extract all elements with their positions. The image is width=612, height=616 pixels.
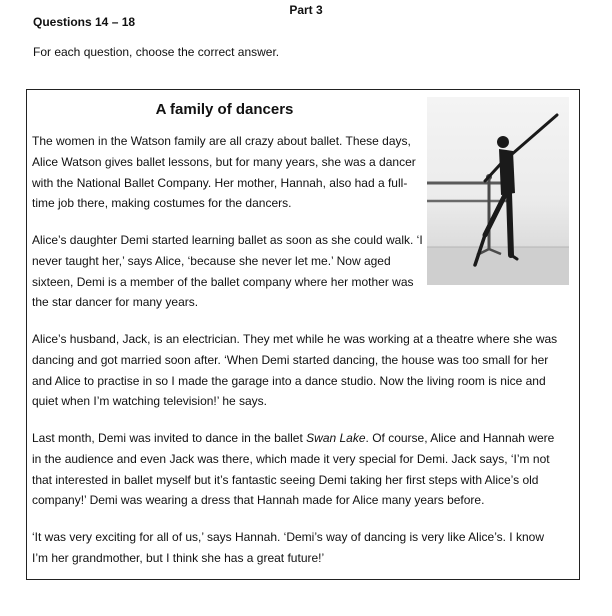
instruction-text: For each question, choose the correct answer.: [33, 45, 280, 59]
article-paragraph-1: The women in the Watson family are all crazy about ballet. These days, Alice Watson gives ballet lessons, but for many years, she was a dancer with the National Ballet Company. Her mother, Hannah, also had a full-time job there, making costumes for the dancers.: [32, 134, 416, 211]
p4-text-start: Last month, Demi was invited to dance in the ballet: [32, 431, 307, 445]
article-paragraph-3: Alice’s husband, Jack, is an electrician. They met while he was working at a theatre where she was dancing and got married soon after. ‘When Demi started dancing, the house was too small for her and Alice to practise in so I made the garage into a dance studio. Now the living room is nice and quiet when I’m watching television!’ he says.: [32, 332, 558, 409]
article-title: A family of dancers: [155, 101, 294, 118]
p4-text-end: . Of course, Alice and Hannah were in the audience and even Jack was there, which made it very special for Demi. Jack says, ‘I’m not that interested in ballet myself but it’s fantastic seeing Demi taking her first steps with Alice’s old company!’ Demi was wearing a dress that Hannah made for Alice many years before.: [32, 431, 555, 508]
article-paragraph-2: Alice’s daughter Demi started learning ballet as soon as she could walk. ‘I never taught her,’ says Alice, ‘because she never let me.’ Now aged sixteen, Demi is a member of the ballet company where her mother was the star dancer for many years.: [32, 233, 423, 310]
article-paragraph-4: [32, 428, 560, 511]
questions-heading: Questions 14 – 18: [33, 15, 136, 29]
part-heading: Part 3: [289, 3, 323, 17]
ballet-dancer-photo: [427, 97, 569, 285]
ballet-title-italic: Swan Lake: [306, 431, 366, 445]
dancer-at-barre-image: [427, 97, 569, 285]
article-paragraph-5: ‘It was very exciting for all of us,’ says Hannah. ‘Demi’s way of dancing is very like Alice’s. I know I’m her grandmother, but I think she has a great future!’: [32, 530, 544, 565]
